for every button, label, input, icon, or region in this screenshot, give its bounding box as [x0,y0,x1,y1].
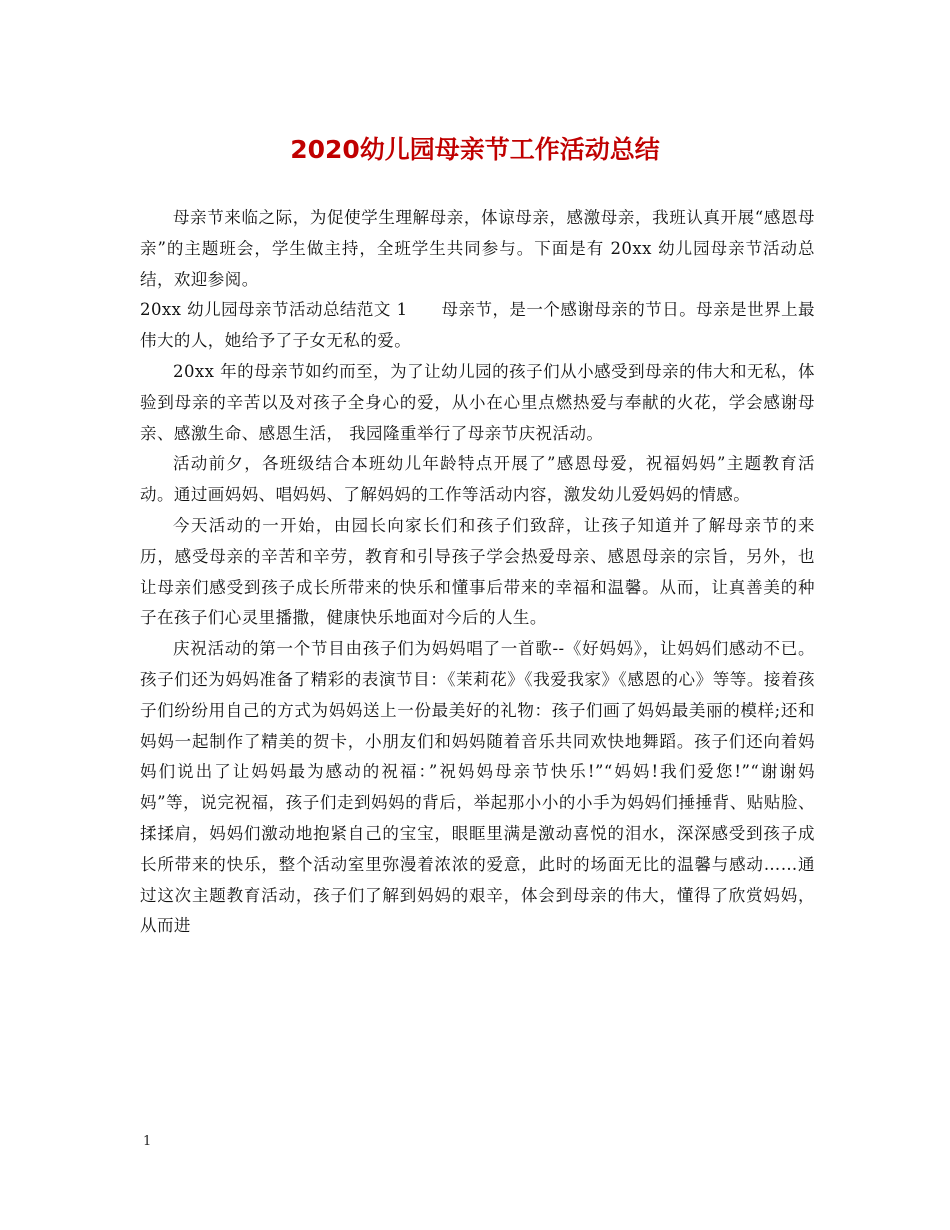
document-body [140,203,815,942]
paragraph-eve: 活动前夕，各班级结合本班幼儿年龄特点开展了”感恩母爱，祝福妈妈”主题教育活动。通过画妈妈、唱妈妈、了解妈妈的工作等活动内容，激发幼儿爱妈妈的情感。 [140,454,815,505]
page-number: 1 [143,1134,152,1149]
paragraph-opening: 今天活动的一开始，由园长向家长们和孩子们致辞，让孩子知道并了解母亲节的来历，感受母亲的辛苦和辛劳，教育和引导孩子学会热爱母亲、感恩母亲的宗旨，另外，也让母亲们感受到孩子成长所带来的快乐和懂事后带来的幸福和温馨。从而，让真善美的种子在孩子们心灵里播撒，健康快乐地面对今后的人生。 [140,515,815,628]
paragraph-celebration: 庆祝活动的第一个节目由孩子们为妈妈唱了一首歌--《好妈妈》，让妈妈们感动不已。孩子们还为妈妈准备了精彩的表演节目：《茉莉花》《我爱我家》《感恩的心》等等。接着孩子们纷纷用自己的方式为妈妈送上一份最美好的礼物：孩子们画了妈妈最美丽的模样;还和妈妈一起制作了精美的贺卡，小朋友们和妈妈随着音乐共同欢快地舞蹈。孩子们还向着妈妈们说出了让妈妈最为感动的祝福：”祝妈妈母亲节快乐!”“妈妈!我们爱您!”“谢谢妈妈”等，说完祝福，孩子们走到妈妈的背后，举起那小小的小手为妈妈们捶捶背、贴贴脸、揉揉肩，妈妈们激动地抱紧自己的宝宝，眼眶里满是激动喜悦的泪水，深深感受到孩子成长所带来的快乐，整个活动室里弥漫着浓浓的爱意，此时的场面无比的温馨与感动……通过这次主题教育活动，孩子们了解到妈妈的艰辛，体会到母亲的伟大，懂得了欣赏妈妈，从而进 [140,639,815,936]
paragraph-sample-heading: 20xx 幼儿园母亲节活动总结范文 1 母亲节，是一个感谢母亲的节日。母亲是世界上最伟大的人，她给予了子女无私的爱。 [140,300,815,351]
document-title: 2020幼儿园母亲节工作活动总结 [290,135,660,164]
paragraph-intro: 母亲节来临之际，为促使学生理解母亲，体谅母亲，感激母亲，我班认真开展“感恩母亲”的主题班会，学生做主持，全班学生共同参与。下面是有 20xx 幼儿园母亲节活动总结，欢迎参阅。 [140,208,815,289]
paragraph-mothers-day: 20xx 年的母亲节如约而至，为了让幼儿园的孩子们从小感受到母亲的伟大和无私，体验到母亲的辛苦以及对孩子全身心的爱，从小在心里点燃热爱与奉献的火花，学会感谢母亲、感激生命、感恩生活， 我园隆重举行了母亲节庆祝活动。 [140,361,815,443]
